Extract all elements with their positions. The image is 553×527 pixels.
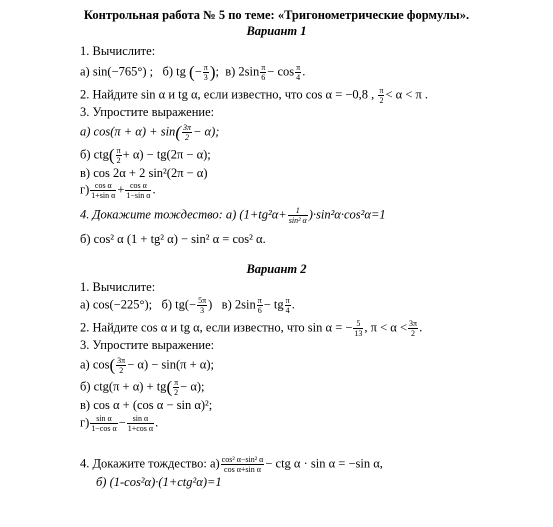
v1-task1-b: б) tg: [162, 64, 186, 79]
fraction: $\frac{\pi}{4}$: [296, 63, 301, 82]
v2-task1-label: 1. Вычислите:: [80, 280, 156, 294]
fraction: $\frac{\pi}{6}$: [261, 63, 266, 82]
fraction: $\frac{5}{13}$: [354, 319, 363, 338]
v1-task1-a: а) sin(−765°) ;: [80, 64, 154, 79]
v2-task4-b: б) (1-cos²α)·(1+ctg²α)=1: [96, 475, 222, 489]
v1-task4-a: 4. Докажите тождество: а) (1+tg²α+ $\frac{1}{\text{sin² α}}$ )·sin²α·cos²α=1: [80, 206, 386, 225]
v2-task3-label: 3. Упростите выражение:: [80, 338, 215, 352]
worksheet-title: Контрольная работа № 5 по теме: «Тригонометрические формулы».: [83, 8, 470, 22]
fraction: $\frac{5\pi}{3}$: [198, 296, 207, 315]
v2-task3-b: б) ctg(π + α) + tg( $\frac{\pi}{2}$ − α);: [80, 377, 205, 397]
fraction: $\frac{3\pi}{2}$: [117, 356, 126, 375]
fraction: $\frac{\text{cos² α−sin² α}}{\text{cos α+sin α}}$: [221, 455, 264, 474]
v1-task1-line: а) sin(−765°) ; б) tg (− $\frac{\pi}{3}$ ); в) 2sin $\frac{\pi}{6}$ − cos $\frac{\pi}{4}$ .: [80, 62, 306, 82]
v1-task2: 2. Найдите sin α и tg α, если известно, что cos α = −0,8 , $\frac{\pi}{2}$ < α < π .: [80, 86, 429, 105]
v2-task3-a: а) cos( $\frac{3\pi}{2}$ − α) − sin(π + α);: [80, 355, 214, 375]
v2-task4-a: 4. Докажите тождество: а) $\frac{\text{cos² α−sin² α}}{\text{cos α+sin α}}$ − ctg α · sin α = −sin α,: [80, 455, 383, 474]
fraction: $\frac{\text{sin α}}{\text{1−cos α}}$: [91, 414, 117, 433]
v1-task3-label: 3. Упростите выражение:: [80, 105, 215, 119]
v2-task3-d: г) $\frac{\text{sin α}}{\text{1−cos α}}$ − $\frac{\text{sin α}}{\text{1+cos α}}$ .: [80, 414, 159, 433]
v1-task3-d: г) $\frac{\text{cos α}}{\text{1+sin α}}$ + $\frac{\text{cos α}}{\text{1−sin α}}$ .: [80, 181, 156, 200]
v1-task3-c: в) cos 2α + 2 sin²(2π − α): [80, 166, 208, 180]
variant-2-heading: Вариант 2: [246, 262, 307, 276]
fraction: $\frac{\text{sin α}}{\text{1+cos α}}$: [127, 414, 154, 433]
variant-1-heading: Вариант 1: [246, 24, 307, 38]
fraction: $\frac{\text{cos α}}{\text{1+sin α}}$: [91, 181, 116, 200]
fraction: $\frac{\pi}{2}$: [174, 378, 179, 397]
fraction: $\frac{\pi}{2}$: [379, 86, 384, 105]
fraction: $\frac{\pi}{3}$: [203, 63, 208, 82]
v1-task1-c: в) 2sin: [225, 64, 260, 79]
v1-task3-a: а) cos(π + α) + sin( $\frac{3\pi}{2}$ − α);: [80, 122, 220, 142]
v2-task3-c: в) cos α + (cos α − sin α)²;: [80, 398, 213, 412]
fraction: $\frac{1}{\text{sin² α}}$: [288, 206, 307, 225]
fraction: $\frac{3\pi}{2}$: [409, 319, 418, 338]
v2-task1-line: а) cos(−225°); б) tg(− $\frac{5\pi}{3}$ ) в) 2sin $\frac{\pi}{6}$ − tg $\frac{\pi}{4}$ .: [80, 296, 295, 315]
fraction: $\frac{\text{cos α}}{\text{1−sin α}}$: [126, 181, 151, 200]
fraction: $\frac{\pi}{4}$: [285, 296, 290, 315]
v1-task3-b: б) ctg( $\frac{\pi}{2}$ + α) − tg(2π − α);: [80, 145, 211, 165]
fraction: $\frac{3\pi}{2}$: [182, 123, 191, 142]
fraction: $\frac{\pi}{6}$: [257, 296, 262, 315]
v1-task4-b: б) cos² α (1 + tg² α) − sin² α = cos² α.: [80, 232, 266, 246]
v1-task1-label: 1. Вычислите:: [80, 44, 156, 58]
v2-task2: 2. Найдите cos α и tg α, если известно, что sin α = − $\frac{5}{13}$ , π < α < $\frac{3\pi}{2}$ .: [80, 319, 423, 338]
fraction: $\frac{\pi}{2}$: [116, 146, 121, 165]
